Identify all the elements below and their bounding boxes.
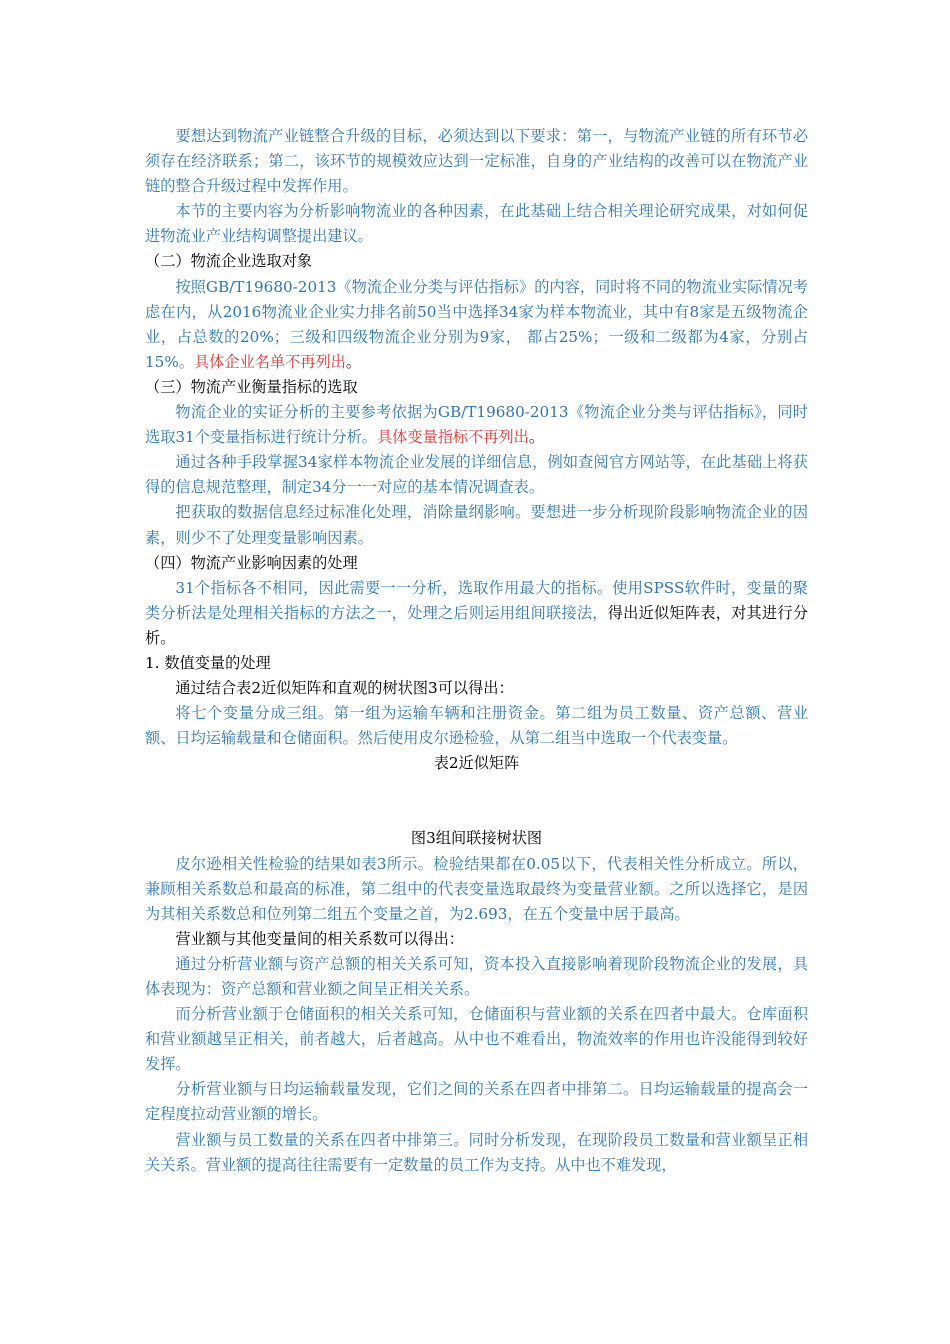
paragraph: 营业额与其他变量间的相关系数可以得出： [175,929,464,948]
section-heading: （二）物流企业选取对象 [145,252,313,271]
figure-caption: 图3组间联接树状图 [410,829,543,848]
paragraph: 皮尔逊相关性检验的结果如表3所示。检验结果都在0.05以下，代表相关性分析成立。所以，兼顾相关系数总和最高的标准，第二组中的代表变量选取最终为变量营业额。之所以选择它，是因为其相关系数总和位列第二组五个变量之首，为2.693，在五个变量中居于最高。 [145,854,808,923]
table-caption: 表2近似矩阵 [433,754,520,773]
paragraph: 本节的主要内容为分析影响物流业的各种因素，在此基础上结合相关理论研究成果，对如何促进物流业产业结构调整提出建议。 [145,202,808,246]
paragraph: 将七个变量分成三组。第一组为运输车辆和注册资金。第二组为员工数量、资产总额、营业额、日均运输载量和仓储面积。然后使用皮尔逊检验，从第二组当中选取一个代表变量。 [145,704,808,748]
missing-table-space [145,776,808,826]
paragraph: 营业额与员工数量的关系在四者中排第三。同时分析发现，在现阶段员工数量和营业额呈正相关关系。营业额的提高往往需要有一定数量的员工作为支持。从中也不难发现， [145,1130,808,1174]
paragraph: 要想达到物流产业链整合升级的目标，必须达到以下要求：第一，与物流产业链的所有环节必须存在经济联系；第二，该环节的规模效应达到一定标准，自身的产业结构的改善可以在物流产业链的整合升级过程中发挥作用。 [145,127,808,196]
paragraph-end: 。 [345,352,362,371]
section-heading: （四）物流产业影响因素的处理 [145,553,358,572]
paragraph: 通过各种手段掌握34家样本物流企业发展的详细信息，例如查阅官方网站等，在此基础上将获得的信息规范整理，制定34分一一对应的基本情况调查表。 [145,453,808,497]
section-heading: （三）物流产业衡量指标的选取 [145,377,358,396]
paragraph-text: 得出近似矩阵表，对其进行分析。 [145,603,809,647]
paragraph-end: 。 [528,428,545,447]
paragraph: 把获取的数据信息经过标准化处理，消除量纲影响。要想进一步分析现阶段影响物流企业的因素，则少不了处理变量影响因素。 [145,503,808,547]
document-body [145,124,808,1178]
paragraph [145,576,808,651]
paragraph [145,400,808,450]
paragraph-text: 物流企业的实证分析的主要参考依据为GB/T19680-2013《物流企业分类与评估指标》，同时选取31个变量指标进行统计分析。 [145,403,808,447]
paragraph: 分析营业额与日均运输载量发现，它们之间的关系在四者中排第二。日均运输载量的提高会一定程度拉动营业额的增长。 [145,1080,808,1124]
paragraph: 而分析营业额于仓储面积的相关关系可知，仓储面积与营业额的关系在四者中最大。仓库面积和营业额越呈正相关，前者越大，后者越高。从中也不难看出，物流效率的作用也许没能得到较好发挥。 [145,1005,808,1074]
subsection-heading: 1. 数值变量的处理 [145,653,271,672]
paragraph-text: 按照GB/T19680-2013《物流企业分类与评估指标》的内容，同时将不同的物流业实际情况考虑在内，从2016物流业企业实力排名前50当中选择34家为样本物流业，其中有8家是五级物流企业，占总数的20%；三级和四级物流企业分别为9家， 都占25%；一级和二级都为4家，分别占15%。 [145,277,808,371]
omission-note: 具体变量指标不再列出 [376,428,529,447]
paragraph: 通过分析营业额与资产总额的相关关系可知，资本投入直接影响着现阶段物流企业的发展，具体表现为：资产总额和营业额之间呈正相关关系。 [145,954,808,998]
paragraph [145,275,808,375]
omission-note: 具体企业名单不再列出 [193,352,346,371]
paragraph: 通过结合表2近似矩阵和直观的树状图3可以得出： [175,679,514,698]
paragraph-text: 31个指标各不相同，因此需要一一分析，选取作用最大的指标。使用SPSS软件时，变量的聚类分析法是处理相关指标的方法之一，处理之后则运用组间联接法， [145,578,808,622]
